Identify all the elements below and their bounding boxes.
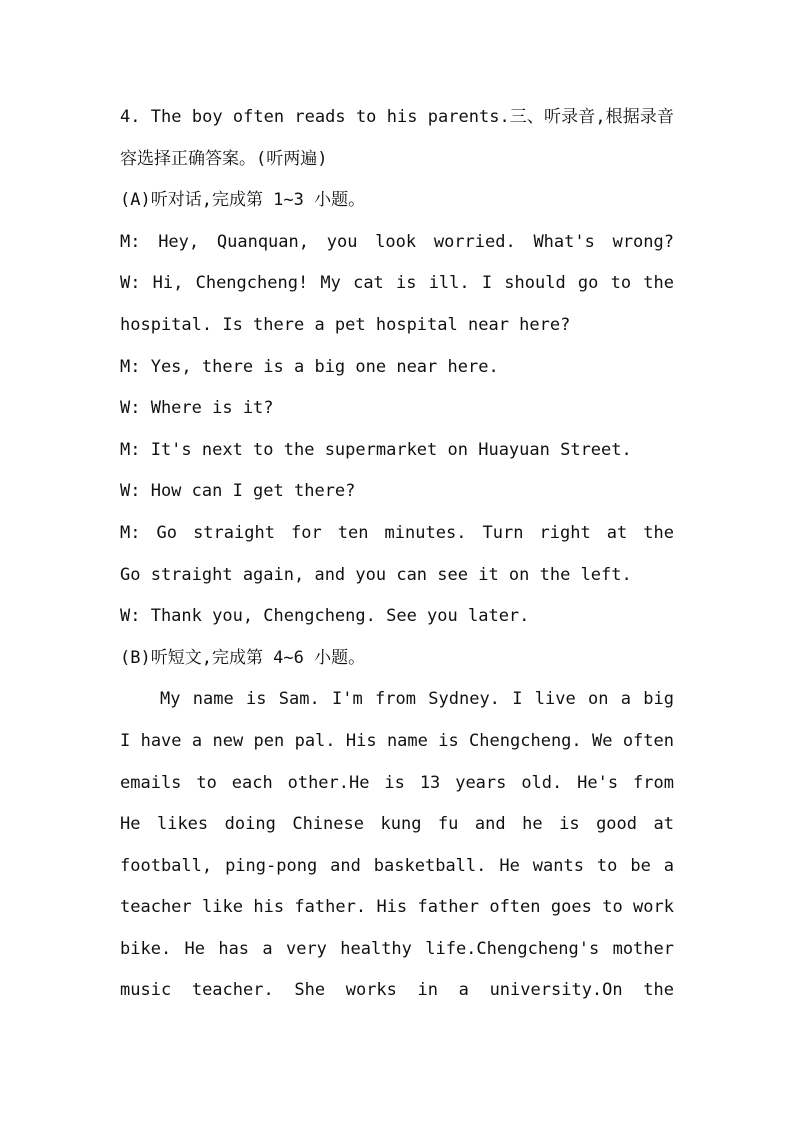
dialogue-line: M: It's next to the supermarket on Huayuan Street. [120,439,632,460]
dialogue-line: W: Hi, Chengcheng! My cat is ill. I should go to the [120,273,674,294]
passage-line: music teacher. She works in a university.On the [120,980,674,1001]
passage-line: teacher like his father. His father often goes to work [120,897,674,918]
passage-line: I have a new pen pal. His name is Chengcheng. We often [120,730,674,751]
dialogue-line: M: Go straight for ten minutes. Turn right at the [120,522,674,543]
passage-line: bike. He has a very healthy life.Chengcheng's mother [120,938,674,959]
passage-line: emails to each other.He is 13 years old. He's from [120,772,674,793]
document-body [120,97,674,1012]
dialogue-line: W: Thank you, Chengcheng. See you later. [120,606,530,627]
dialogue-line: W: Where is it? [120,398,274,419]
dialogue-line: hospital. Is there a pet hospital near here? [120,314,571,335]
dialogue-line: M: Hey, Quanquan, you look worried. What's wrong? [120,231,674,252]
section-heading-b: (B)听短文,完成第 4~6 小题。 [120,647,366,668]
passage-line: My name is Sam. I'm from Sydney. I live on a big [160,689,674,710]
dialogue-line: M: Yes, there is a big one near here. [120,356,499,377]
passage-line: He likes doing Chinese kung fu and he is good at [120,814,674,835]
text-line: 容选择正确答案。(听两遍) [120,148,328,169]
passage-line: football, ping-pong and basketball. He wants to be a [120,855,674,876]
dialogue-line: Go straight again, and you can see it on the left. [120,564,632,585]
text-line: 4. The boy often reads to his parents.三、听录音,根据录音 [120,107,674,127]
dialogue-line: W: How can I get there? [120,481,356,502]
section-heading-a: (A)听对话,完成第 1~3 小题。 [120,190,366,211]
